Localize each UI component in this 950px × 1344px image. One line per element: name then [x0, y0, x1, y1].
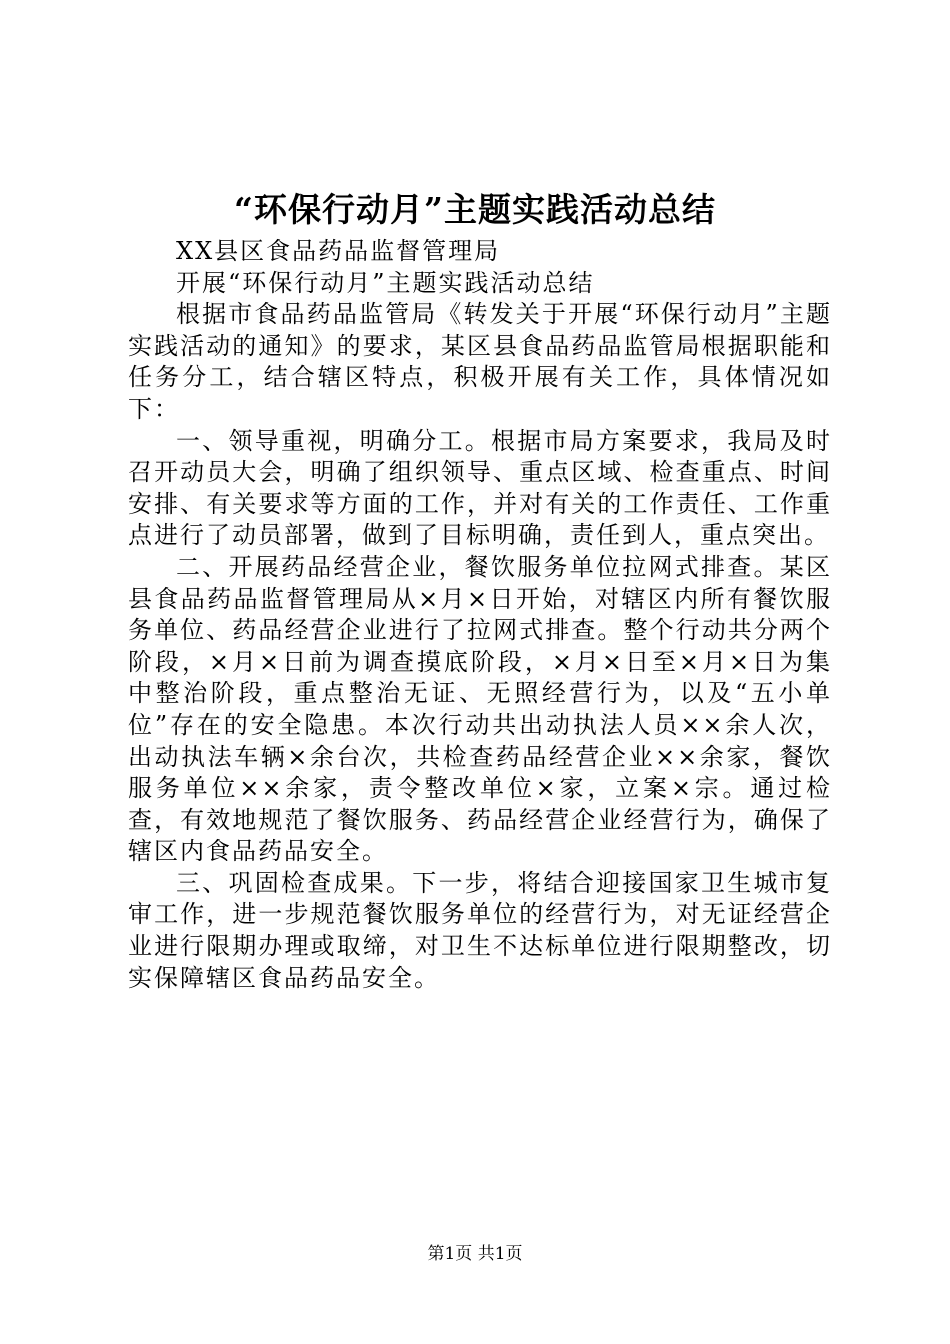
document-body	[128, 236, 832, 994]
page-footer: 第1页 共1页	[427, 1244, 523, 1264]
body-paragraph-inspection: 二、开展药品经营企业，餐饮服务单位拉网式排查。某区县食品药品监督管理局从×月×日开始，对辖区内所有餐饮服务单位、药品经营企业进行了拉网式排查。整个行动共分两个阶段，×月×日前为调查摸底阶段，×月×日至×月×日为集中整治阶段，重点整治无证、无照经营行为，以及“五小单位”存在的安全隐患。本次行动共出动执法人员××余人次，出动执法车辆×余台次，共检查药品经营企业××余家，餐饮服务单位××余家，责令整改单位×家，立案×宗。通过检查，有效地规范了餐饮服务、药品经营企业经营行为，确保了辖区内食品药品安全。	[128, 552, 832, 866]
body-paragraph-leadership: 一、领导重视，明确分工。根据市局方案要求，我局及时召开动员大会，明确了组织领导、重点区域、检查重点、时间安排、有关要求等方面的工作，并对有关的工作责任、工作重点进行了动员部署，做到了目标明确，责任到人，重点突出。	[128, 426, 832, 550]
issuing-organization: XX县区食品药品监督管理局	[176, 237, 501, 265]
body-paragraph-consolidation: 三、巩固检查成果。下一步，将结合迎接国家卫生城市复审工作，进一步规范餐饮服务单位的经营行为，对无证经营企业进行限期办理或取缔，对卫生不达标单位进行限期整改，切实保障辖区食品药品安全。	[128, 868, 832, 992]
body-paragraph-intro: 根据市食品药品监管局《转发关于开展“环保行动月”主题实践活动的通知》的要求，某区县食品药品监管局根据职能和任务分工，结合辖区特点，积极开展有关工作，具体情况如下：	[128, 300, 832, 423]
document-subtitle: 开展“环保行动月”主题实践活动总结	[176, 268, 595, 297]
document-title: “环保行动月”主题实践活动总结	[234, 190, 716, 229]
